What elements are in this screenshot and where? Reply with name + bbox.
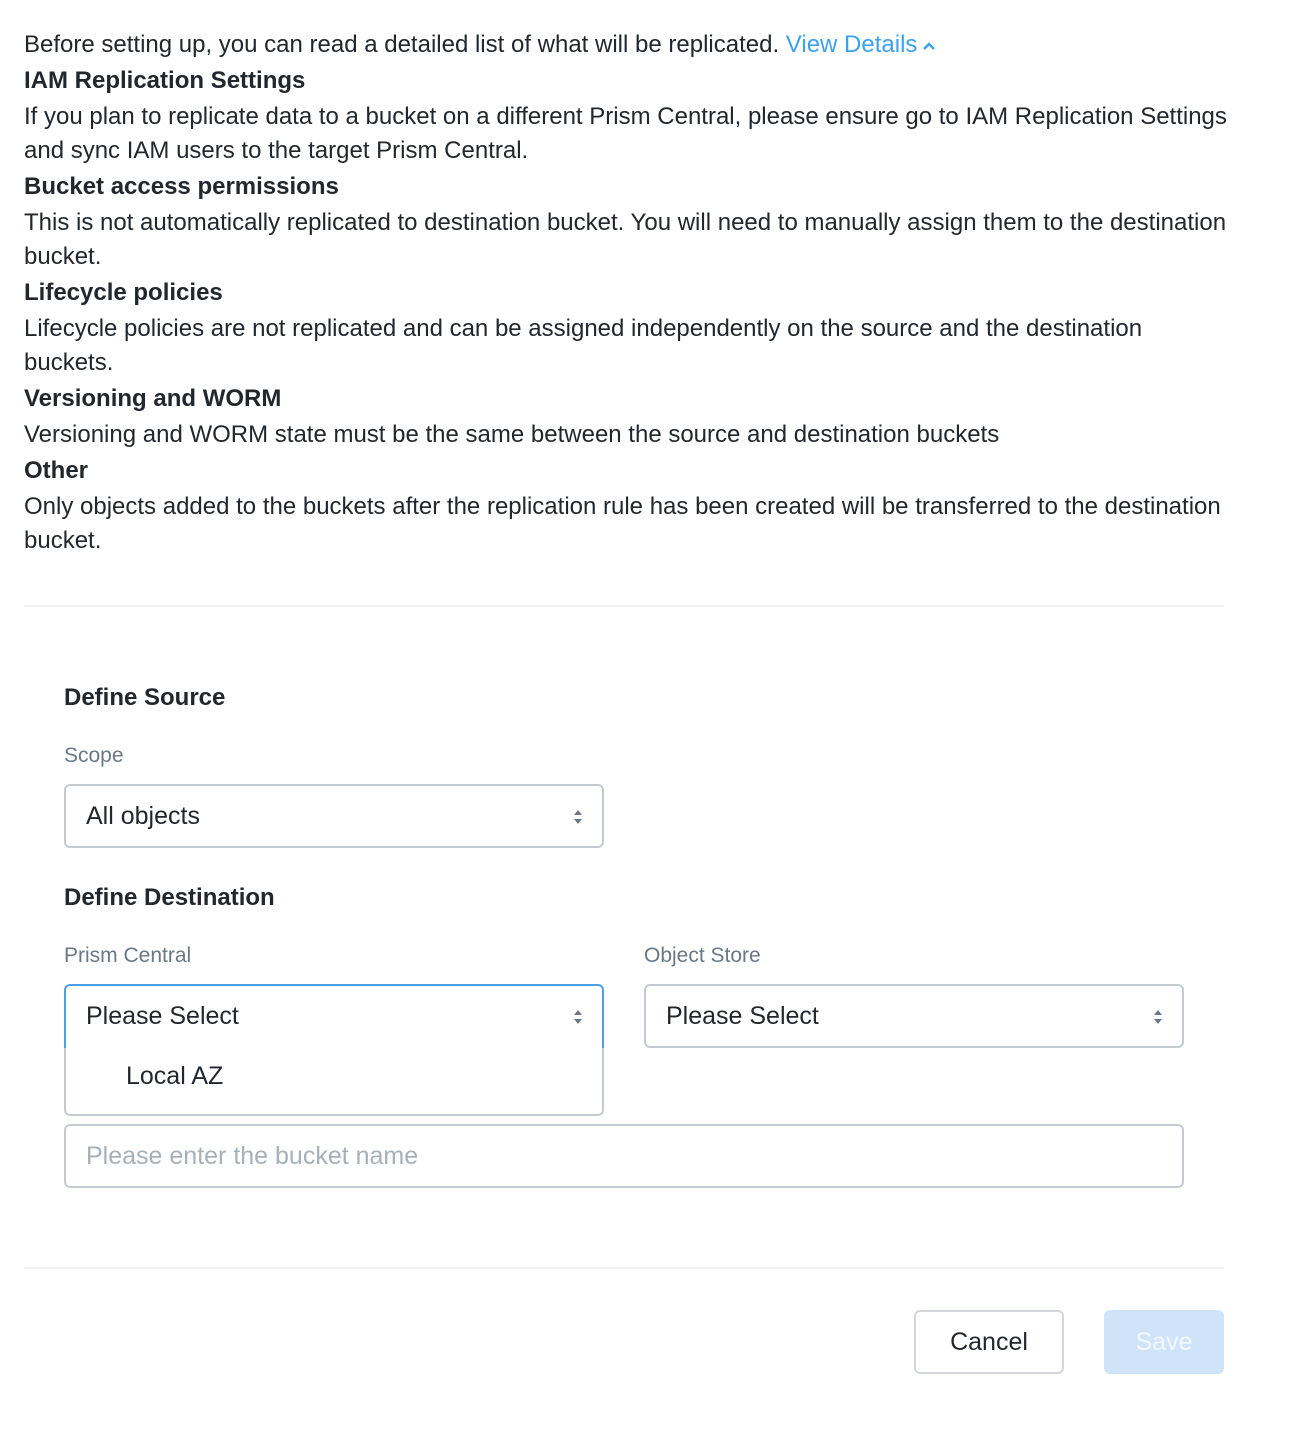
section-heading-bucket-access: Bucket access permissions [24, 173, 339, 200]
section-heading-other: Other [24, 457, 89, 484]
scope-select-value: All objects [86, 802, 200, 830]
object-store-select-value: Please Select [666, 1002, 819, 1030]
intro-line [24, 28, 1234, 62]
dropdown-option-local-az[interactable]: Local AZ [126, 1062, 224, 1090]
intro-text: Before setting up, you can read a detailed list of what will be replicated. [24, 31, 780, 58]
section-body-bucket-access: This is not automatically replicated to destination bucket. You will need to manually assign them to the destination bucket. [24, 209, 1227, 270]
section-body-iam: If you plan to replicate data to a bucket on a different Prism Central, please ensure go to IAM Replication Settings and sync IAM users to the target Prism Central. [24, 103, 1227, 164]
save-button[interactable]: Save [1104, 1310, 1224, 1374]
section-heading-lifecycle: Lifecycle policies [24, 279, 223, 306]
object-store-select[interactable] [644, 984, 1184, 1048]
chevron-up-icon [921, 38, 937, 54]
view-details-link[interactable] [786, 31, 938, 58]
sort-arrows-icon [572, 1008, 584, 1026]
scope-select[interactable] [64, 784, 604, 848]
prism-central-select-value: Please Select [86, 1002, 239, 1030]
divider-bottom [24, 1267, 1224, 1269]
object-store-label: Object Store [644, 944, 761, 967]
view-details-label: View Details [785, 31, 918, 58]
section-heading-versioning: Versioning and WORM [24, 385, 282, 412]
sort-arrows-icon [572, 808, 584, 826]
cancel-button[interactable]: Cancel [914, 1310, 1064, 1374]
divider-top [24, 605, 1224, 607]
section-body-other: Only objects added to the buckets after the replication rule has been created will be transferred to the destination bucket. [24, 493, 1221, 554]
replication-info [24, 28, 1234, 558]
scope-label: Scope [64, 744, 124, 767]
define-source-title: Define Source [64, 684, 226, 711]
section-heading-iam: IAM Replication Settings [24, 67, 306, 94]
define-destination-title: Define Destination [64, 884, 275, 911]
section-body-lifecycle: Lifecycle policies are not replicated and can be assigned independently on the source and the destination buckets. [24, 315, 1143, 376]
prism-central-label: Prism Central [64, 944, 192, 967]
prism-central-dropdown [64, 1048, 604, 1116]
prism-central-select[interactable] [64, 984, 604, 1050]
sort-arrows-icon [1152, 1008, 1164, 1026]
section-body-versioning: Versioning and WORM state must be the same between the source and destination buckets [24, 421, 1000, 448]
bucket-name-input[interactable] [64, 1124, 1184, 1188]
